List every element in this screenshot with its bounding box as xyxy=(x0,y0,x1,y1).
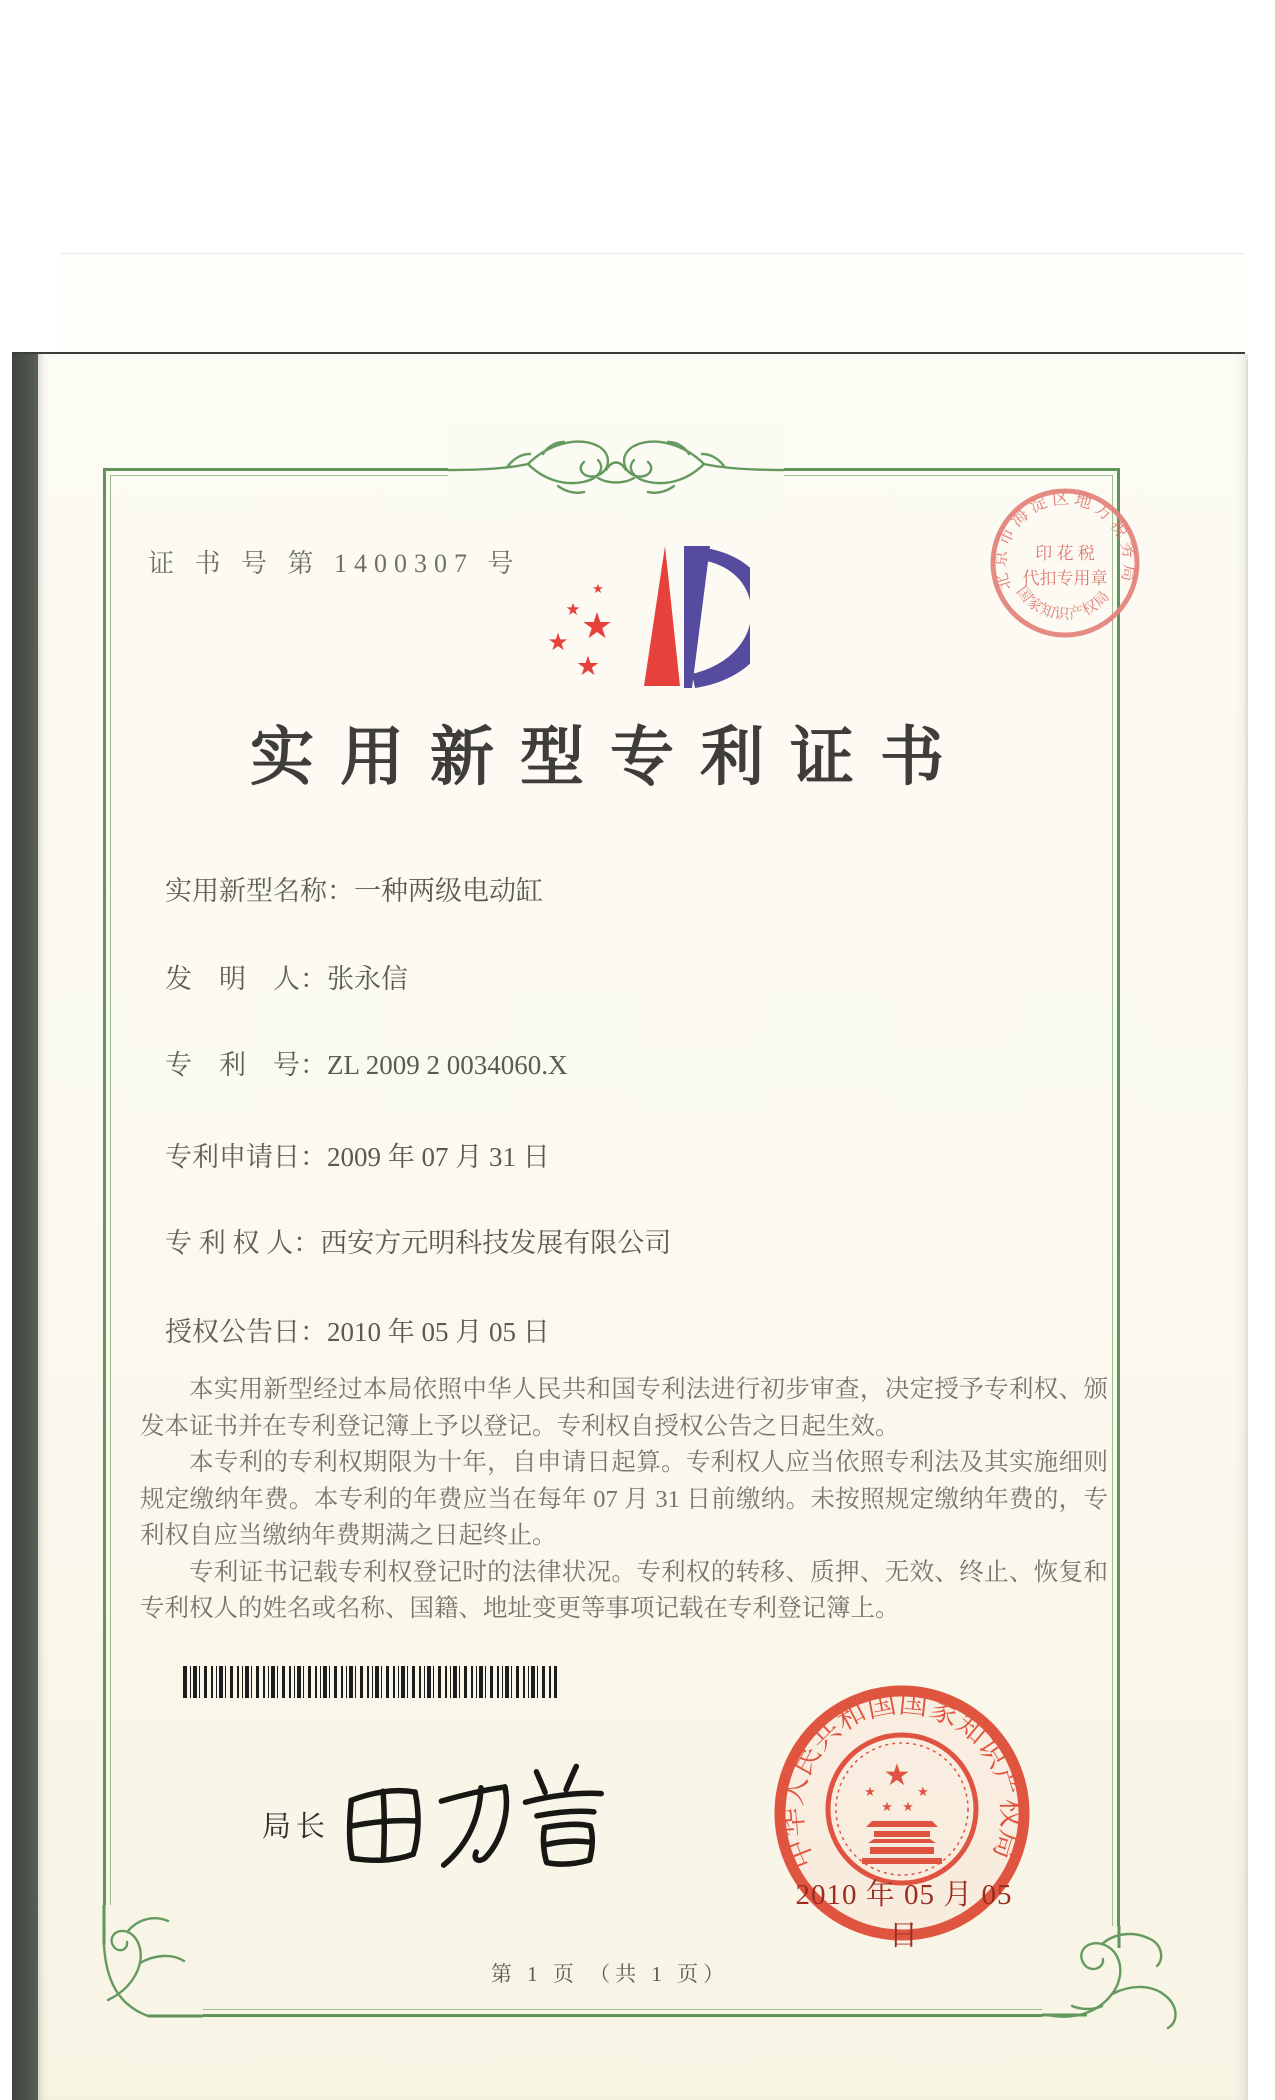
commissioner-label: 局长 xyxy=(262,1811,331,1843)
logo-red-wedge xyxy=(644,546,680,686)
field-value: 西安方元明科技发展有限公司 xyxy=(320,1228,672,1258)
field-row-filing-date xyxy=(165,1138,550,1176)
svg-text:★: ★ xyxy=(580,606,614,647)
field-label: 专 利 号： xyxy=(165,1050,327,1080)
field-row-patentee xyxy=(165,1224,671,1262)
field-value: 2010 年 05 月 05 日 xyxy=(327,1317,550,1347)
scan-left-spine xyxy=(12,354,38,2100)
tax-stamp xyxy=(989,487,1141,639)
svg-text:★: ★ xyxy=(592,582,604,597)
field-row-inventor xyxy=(165,960,408,998)
field-label: 发 明 人： xyxy=(165,964,327,994)
certificate-number: 证 书 号 第 1400307 号 xyxy=(148,549,521,578)
body-paragraph-3: 专利证书记载专利权登记时的法律状况。专利权的转移、质押、无效、终止、恢复和专利权人的姓名或名称、国籍、地址变更等事项记载在专利登记簿上。 xyxy=(140,1558,1108,1622)
svg-text:★: ★ xyxy=(883,1758,911,1793)
field-label: 专利申请日： xyxy=(165,1142,327,1172)
svg-text:★: ★ xyxy=(575,651,601,682)
sipo-logo xyxy=(540,538,750,703)
logo-stars xyxy=(547,582,613,682)
svg-text:★: ★ xyxy=(917,1785,929,1800)
svg-text:★: ★ xyxy=(902,1800,914,1815)
svg-text:★: ★ xyxy=(881,1800,893,1815)
field-value: 张永信 xyxy=(327,964,408,994)
legal-body-text xyxy=(140,1372,1108,1628)
commissioner-signature-handwriting xyxy=(328,1743,623,1893)
body-paragraph-1: 本实用新型经过本局依照中华人民共和国专利法进行初步审查，决定授予专利权、颁发本证书并在专利登记簿上予以登记。专利权自授权公告之日起生效。 xyxy=(140,1376,1108,1440)
field-row-utility-model-name xyxy=(165,872,543,910)
stamp-arc-top-text: 北京市海淀区地方税务局 xyxy=(990,488,1140,593)
field-label: 授权公告日： xyxy=(165,1317,327,1347)
stamp-center-line1: 印 花 税 xyxy=(1035,544,1095,563)
seal-ring-text: 中华人民共和国国家知识产权局 xyxy=(776,1687,1028,1873)
logo-purple-stem xyxy=(684,546,710,688)
paper-right-edge xyxy=(1246,360,1248,2100)
field-value: 2009 年 07 月 31 日 xyxy=(327,1142,550,1172)
stamp-arc-bottom-text: 国家知识产权局 xyxy=(1012,583,1113,624)
svg-text:★: ★ xyxy=(547,628,569,656)
seal-date: 2010 年 05 月 05 日 xyxy=(795,1879,1013,1952)
barcode xyxy=(183,1666,557,1698)
field-value: ZL 2009 2 0034060.X xyxy=(327,1050,568,1080)
body-paragraph-2: 本专利的专利权期限为十年，自申请日起算。专利权人应当依照专利法及其实施细则规定缴纳年费。本专利的年费应当在每年 07 月 31 日前缴纳。未按照规定缴纳年费的，专利权自应当缴纳年费期满之日起终止。 xyxy=(140,1449,1108,1549)
certificate-title: 实用新型专利证书 xyxy=(250,722,970,793)
svg-text:★: ★ xyxy=(565,600,581,620)
page-number-footer: 第 1 页 （共 1 页） xyxy=(490,1962,730,1986)
field-label: 实用新型名称： xyxy=(165,876,354,906)
field-label: 专 利 权 人： xyxy=(165,1228,321,1258)
stamp-center-line2: 代扣专用章 xyxy=(1022,569,1108,588)
field-value: 一种两级电动缸 xyxy=(354,876,543,906)
field-row-grant-date xyxy=(165,1313,550,1351)
field-row-patent-number xyxy=(165,1046,567,1084)
frame-top-dragon-ornament xyxy=(448,424,784,516)
svg-text:★: ★ xyxy=(864,1785,876,1800)
